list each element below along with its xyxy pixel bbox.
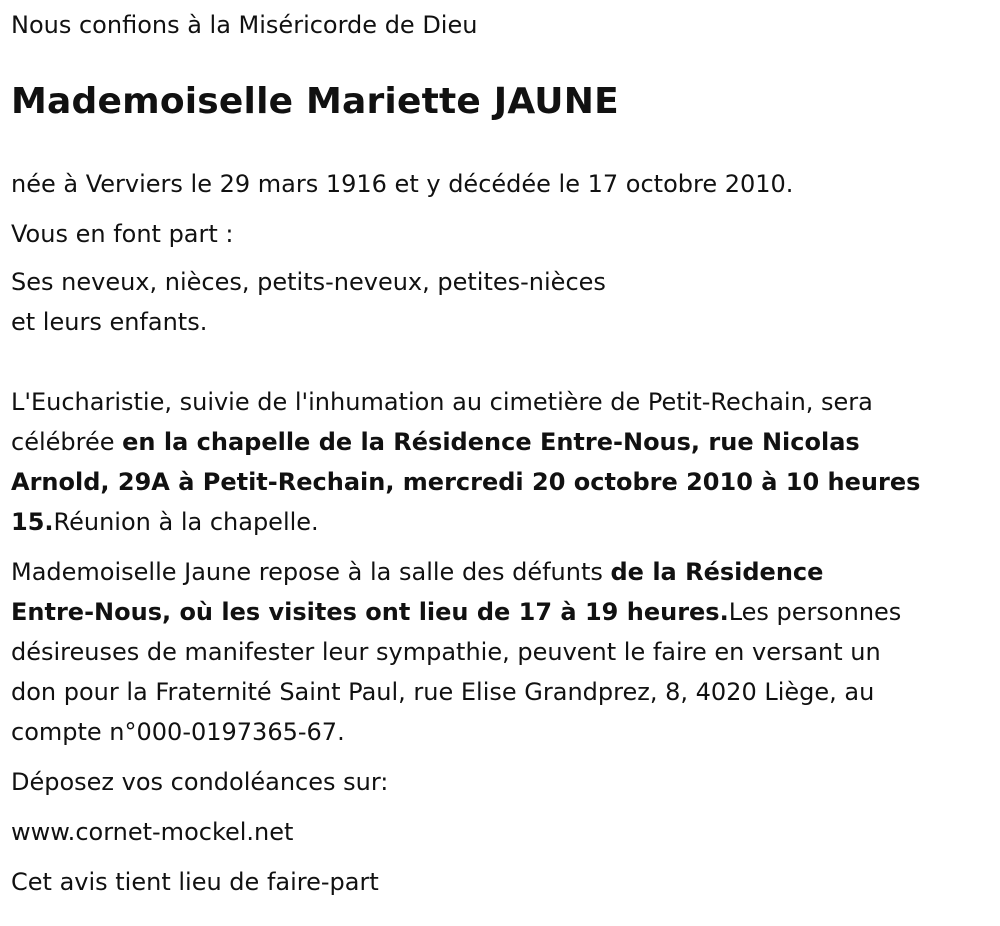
visits-text: Mademoiselle Jaune repose à la salle des défunts: [11, 558, 611, 586]
ceremony-paragraph: [11, 382, 986, 542]
visits-paragraph: [11, 552, 986, 752]
announce-text: Vous en font part :: [11, 220, 234, 248]
condolences-label: Déposez vos condoléances sur:: [11, 768, 389, 796]
ceremony-line-2: [11, 422, 986, 462]
ceremony-line-4: [11, 502, 986, 542]
visits-line-2: [11, 592, 986, 632]
visits-line-5: compte n°000-0197365-67.: [11, 718, 345, 746]
ceremony-text: célébrée: [11, 428, 123, 456]
ceremony-meeting-text: Réunion à la chapelle.: [53, 508, 319, 536]
birth-death-text: née à Verviers le 29 mars 1916 et y décédée le 17 octobre 2010.: [11, 170, 794, 198]
family-line: Ses neveux, nièces, petits-neveux, petites-nièces: [11, 268, 606, 296]
intro-text: Nous confions à la Miséricorde de Dieu: [11, 11, 478, 39]
ceremony-location-bold: en la chapelle de la Résidence Entre-Nous, rue Nicolas: [122, 428, 860, 456]
website-link[interactable]: www.cornet-mockel.net: [11, 818, 294, 846]
deceased-name: Mademoiselle Mariette JAUNE: [11, 81, 619, 122]
visits-text: Les personnes: [728, 598, 902, 626]
visits-line-1: [11, 552, 986, 592]
ceremony-line-3: Arnold, 29A à Petit-Rechain, mercredi 20 octobre 2010 à 10 heures: [11, 468, 921, 496]
ceremony-line-1: L'Eucharistie, suivie de l'inhumation au cimetière de Petit-Rechain, sera: [11, 388, 873, 416]
visits-location-bold: de la Résidence: [610, 558, 824, 586]
ceremony-time-bold: 15.: [11, 508, 54, 536]
visits-hours-bold: Entre-Nous, où les visites ont lieu de 17 à 19 heures.: [11, 598, 729, 626]
family-line: et leurs enfants.: [11, 308, 208, 336]
family-block: [11, 262, 986, 342]
visits-line-4: don pour la Fraternité Saint Paul, rue Elise Grandprez, 8, 4020 Liège, au: [11, 678, 875, 706]
visits-line-3: désireuses de manifester leur sympathie, peuvent le faire en versant un: [11, 638, 881, 666]
obituary-notice: [11, 0, 986, 902]
closing-text: Cet avis tient lieu de faire-part: [11, 868, 379, 896]
